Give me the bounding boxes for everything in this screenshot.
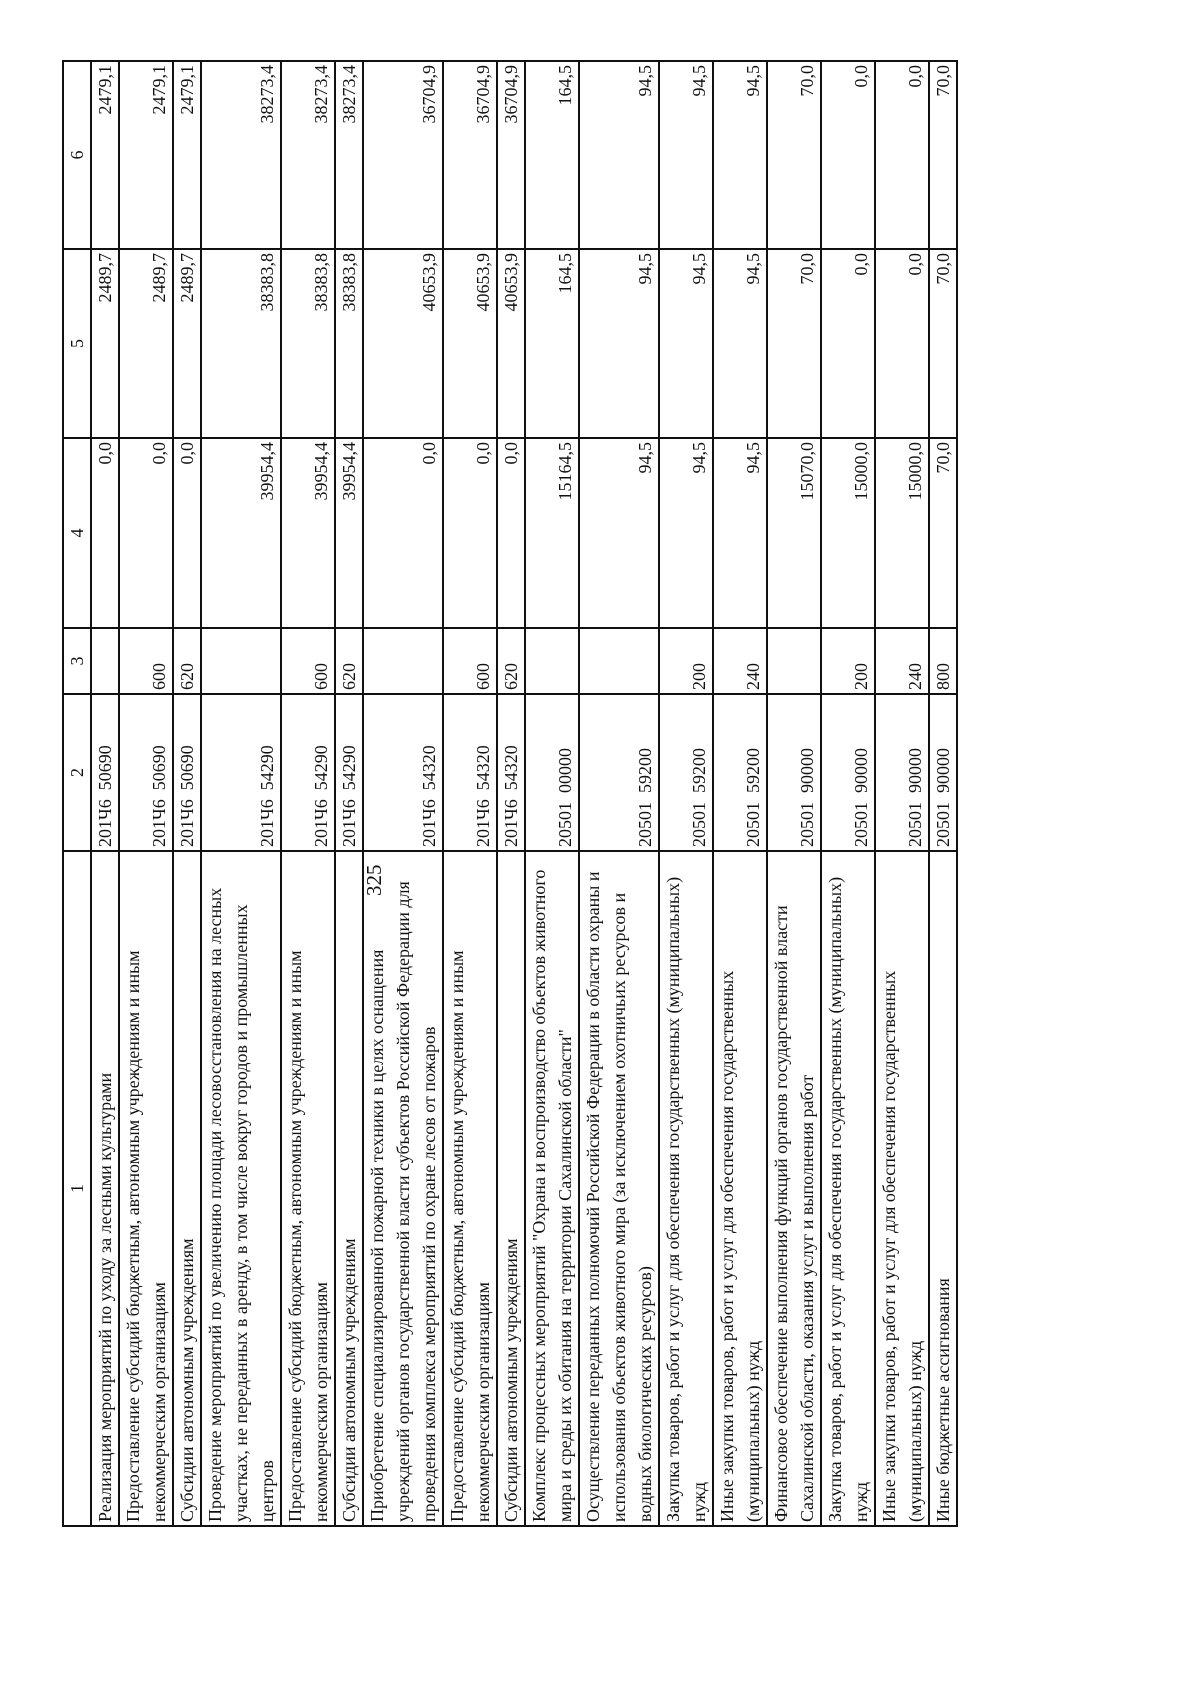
row-expense-type-cell: 620	[335, 628, 363, 694]
table-row	[713, 61, 767, 1526]
row-value-col6-cell: 2479,1	[119, 61, 173, 249]
row-value-col5-cell: 38383,8	[335, 249, 363, 438]
row-value-col6-cell: 2479,1	[173, 61, 201, 249]
row-value-col5-cell: 94,5	[659, 249, 713, 438]
row-code-cell: 20501 59200	[579, 694, 659, 851]
row-expense-type-cell	[579, 628, 659, 694]
row-code-cell: 20501 59200	[659, 694, 713, 851]
row-name-cell: Проведение мероприятий по увеличению площади лесовосстановления на лесных участках, не переданных в аренду, в том числе вокруг городов и промышленных центров	[201, 851, 281, 1526]
row-code-cell: 20501 90000	[821, 694, 875, 851]
row-value-col6-cell: 0,0	[821, 61, 875, 249]
row-expense-type-cell: 600	[119, 628, 173, 694]
row-expense-type-cell: 240	[713, 628, 767, 694]
row-value-col5-cell: 2489,7	[119, 249, 173, 438]
row-value-col6-cell: 38273,4	[201, 61, 281, 249]
row-value-col4-cell: 39954,4	[281, 438, 335, 628]
row-code-cell: 201Ч6 50690	[173, 694, 201, 851]
row-name-cell: Комплекс процессных мероприятий "Охрана и воспроизводство объектов животного мира и среды их обитания на территории Сахалинской области"	[525, 851, 579, 1526]
row-expense-type-cell: 240	[875, 628, 929, 694]
row-code-cell: 20501 90000	[875, 694, 929, 851]
row-value-col5-cell: 70,0	[767, 249, 821, 438]
row-value-col5-cell: 2489,7	[173, 249, 201, 438]
row-code-cell: 201Ч6 54320	[363, 694, 443, 851]
row-value-col6-cell: 38273,4	[281, 61, 335, 249]
row-value-col6-cell: 0,0	[875, 61, 929, 249]
column-header: 5	[63, 249, 91, 438]
table-row	[821, 61, 875, 1526]
table-row	[767, 61, 821, 1526]
row-expense-type-cell	[525, 628, 579, 694]
row-code-cell: 201Ч6 50690	[91, 694, 119, 851]
budget-table	[62, 60, 958, 1527]
row-value-col4-cell: 0,0	[443, 438, 497, 628]
row-value-col5-cell: 40653,9	[443, 249, 497, 438]
row-name-cell: Приобретение специализированной пожарной техники в целях оснащения учреждений органов государственной власти субъектов Российской Федерации для проведения комплекса мероприятий по охране лесов от пожаров	[363, 851, 443, 1526]
row-name-cell: Субсидии автономным учреждениям	[335, 851, 363, 1526]
table-row	[201, 61, 281, 1526]
table-row	[497, 61, 525, 1526]
table-row	[929, 61, 957, 1526]
row-value-col6-cell: 36704,9	[443, 61, 497, 249]
row-code-cell: 201Ч6 50690	[119, 694, 173, 851]
row-expense-type-cell	[363, 628, 443, 694]
row-value-col6-cell: 38273,4	[335, 61, 363, 249]
column-header: 4	[63, 438, 91, 628]
row-value-col4-cell: 15164,5	[525, 438, 579, 628]
row-value-col4-cell: 15000,0	[875, 438, 929, 628]
row-code-cell: 201Ч6 54290	[201, 694, 281, 851]
row-expense-type-cell: 600	[443, 628, 497, 694]
row-value-col5-cell: 40653,9	[497, 249, 525, 438]
row-expense-type-cell: 620	[497, 628, 525, 694]
row-name-cell: Финансовое обеспечение выполнения функций органов государственной власти Сахалинской области, оказания услуг и выполнения работ	[767, 851, 821, 1526]
row-expense-type-cell	[91, 628, 119, 694]
row-value-col5-cell: 70,0	[929, 249, 957, 438]
row-code-cell: 201Ч6 54320	[497, 694, 525, 851]
row-value-col5-cell: 38383,8	[201, 249, 281, 438]
row-value-col4-cell: 94,5	[713, 438, 767, 628]
row-expense-type-cell: 620	[173, 628, 201, 694]
row-code-cell: 20501 59200	[713, 694, 767, 851]
row-name-cell: Предоставление субсидий бюджетным, автономным учреждениям и иным некоммерческим организациям	[443, 851, 497, 1526]
row-value-col4-cell: 15000,0	[821, 438, 875, 628]
row-name-cell: Осуществление переданных полномочий Российской Федерации в области охраны и использования объектов животного мира (за исключением охотничьих ресурсов и водных биологических ресурсов)	[579, 851, 659, 1526]
table-row	[579, 61, 659, 1526]
row-value-col6-cell: 94,5	[713, 61, 767, 249]
row-value-col4-cell: 39954,4	[201, 438, 281, 628]
row-name-cell: Реализация мероприятий по уходу за лесными культурами	[91, 851, 119, 1526]
table-row	[363, 61, 443, 1526]
row-value-col5-cell: 94,5	[579, 249, 659, 438]
row-name-cell: Субсидии автономным учреждениям	[497, 851, 525, 1526]
table-row	[525, 61, 579, 1526]
table-row	[875, 61, 929, 1526]
row-value-col5-cell: 94,5	[713, 249, 767, 438]
row-value-col4-cell: 0,0	[363, 438, 443, 628]
row-code-cell: 20501 90000	[929, 694, 957, 851]
row-value-col4-cell: 94,5	[659, 438, 713, 628]
row-expense-type-cell: 200	[659, 628, 713, 694]
row-value-col4-cell: 15070,0	[767, 438, 821, 628]
row-value-col6-cell: 36704,9	[497, 61, 525, 249]
row-name-cell: Иные закупки товаров, работ и услуг для обеспечения государственных (муниципальных) нужд	[875, 851, 929, 1526]
row-code-cell: 201Ч6 54320	[443, 694, 497, 851]
row-value-col6-cell: 94,5	[579, 61, 659, 249]
table-row	[335, 61, 363, 1526]
table-row	[443, 61, 497, 1526]
row-name-cell: Предоставление субсидий бюджетным, автономным учреждениям и иным некоммерческим организациям	[119, 851, 173, 1526]
row-expense-type-cell: 600	[281, 628, 335, 694]
row-code-cell: 201Ч6 54290	[335, 694, 363, 851]
column-header: 2	[63, 694, 91, 851]
table-row	[281, 61, 335, 1526]
row-code-cell: 20501 00000	[525, 694, 579, 851]
row-value-col5-cell: 38383,8	[281, 249, 335, 438]
page-number: 325	[362, 864, 386, 896]
row-expense-type-cell	[767, 628, 821, 694]
table-row	[659, 61, 713, 1526]
row-name-cell: Субсидии автономным учреждениям	[173, 851, 201, 1526]
column-header: 3	[63, 628, 91, 694]
row-name-cell: Иные закупки товаров, работ и услуг для обеспечения государственных (муниципальных) нужд	[713, 851, 767, 1526]
row-name-cell: Закупка товаров, работ и услуг для обеспечения государственных (муниципальных) нужд	[821, 851, 875, 1526]
row-expense-type-cell: 200	[821, 628, 875, 694]
table-row	[91, 61, 119, 1526]
table-row	[173, 61, 201, 1526]
row-value-col6-cell: 36704,9	[363, 61, 443, 249]
row-value-col5-cell: 164,5	[525, 249, 579, 438]
row-value-col6-cell: 2479,1	[91, 61, 119, 249]
row-code-cell: 20501 90000	[767, 694, 821, 851]
header-row	[63, 61, 91, 1526]
table-row	[119, 61, 173, 1526]
row-code-cell: 201Ч6 54290	[281, 694, 335, 851]
row-value-col4-cell: 0,0	[497, 438, 525, 628]
column-header: 6	[63, 61, 91, 249]
row-value-col6-cell: 164,5	[525, 61, 579, 249]
row-value-col4-cell: 94,5	[579, 438, 659, 628]
row-value-col4-cell: 0,0	[173, 438, 201, 628]
row-name-cell: Предоставление субсидий бюджетным, автономным учреждениям и иным некоммерческим организациям	[281, 851, 335, 1526]
row-name-cell: Закупка товаров, работ и услуг для обеспечения государственных (муниципальных) нужд	[659, 851, 713, 1526]
row-value-col4-cell: 0,0	[119, 438, 173, 628]
row-value-col5-cell: 40653,9	[363, 249, 443, 438]
row-expense-type-cell	[201, 628, 281, 694]
row-value-col4-cell: 0,0	[91, 438, 119, 628]
row-name-cell: Иные бюджетные ассигнования	[929, 851, 957, 1526]
column-header: 1	[63, 851, 91, 1526]
row-value-col6-cell: 70,0	[767, 61, 821, 249]
row-value-col4-cell: 70,0	[929, 438, 957, 628]
row-value-col4-cell: 39954,4	[335, 438, 363, 628]
row-value-col5-cell: 0,0	[875, 249, 929, 438]
row-expense-type-cell: 800	[929, 628, 957, 694]
row-value-col5-cell: 0,0	[821, 249, 875, 438]
row-value-col6-cell: 94,5	[659, 61, 713, 249]
row-value-col5-cell: 2489,7	[91, 249, 119, 438]
row-value-col6-cell: 70,0	[929, 61, 957, 249]
